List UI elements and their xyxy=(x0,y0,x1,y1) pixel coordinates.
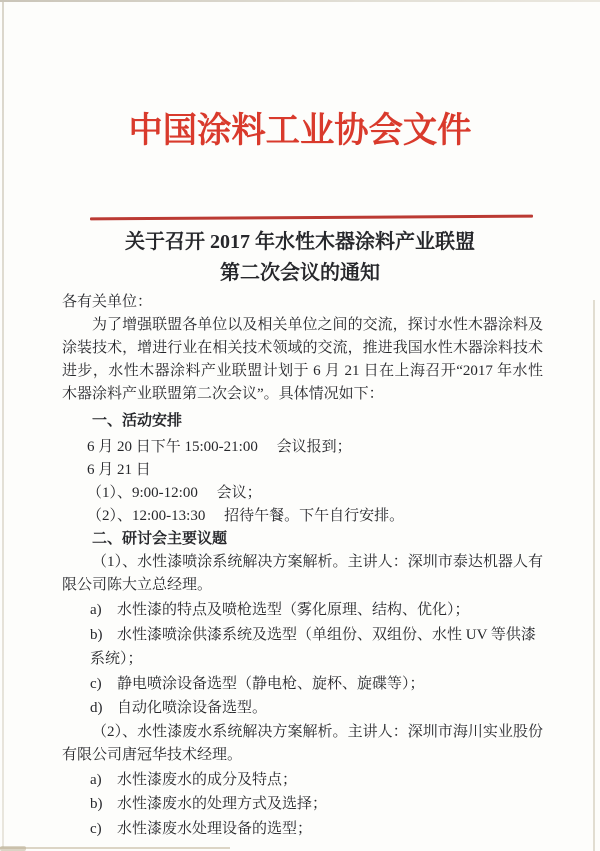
letterhead-red-rule xyxy=(90,215,533,221)
list-item-label: c) xyxy=(90,675,102,692)
topic2-intro: （2）、水性漆废水系统解决方案解析。主讲人：深圳市海川实业股份有限公司唐冠华技术经理。 xyxy=(62,723,543,763)
list-item xyxy=(62,768,543,793)
list-item-label: b) xyxy=(90,796,103,812)
list-item xyxy=(62,817,543,842)
topic1-intro: （1）、水性漆喷涂系统解决方案解析。主讲人：深圳市泰达机器人有限公司陈大立总经理。 xyxy=(62,554,543,593)
list-item-text: 水性漆废水的成分及特点； xyxy=(117,771,298,788)
section1-heading: 一、活动安排 xyxy=(92,413,183,429)
schedule-line: （1）、9:00-12:00 会议； xyxy=(87,485,262,501)
list-item-label: a) xyxy=(90,602,102,618)
letterhead-org-title: 中国涂料工业协会文件 xyxy=(128,111,472,150)
list-item-label: b) xyxy=(90,626,103,643)
list-item-text: 静电喷涂设备选型（静电枪、旋杯、旋碟等）； xyxy=(117,675,425,692)
list-item xyxy=(62,792,543,817)
list-item xyxy=(62,696,543,721)
list-item-label: c) xyxy=(90,820,102,837)
scan-corner-smudge xyxy=(0,846,26,851)
list-item xyxy=(62,598,543,623)
schedule-line: 6 月 21 日 xyxy=(87,462,151,478)
scan-edge-left xyxy=(2,2,4,848)
section2-heading: 二、研讨会主要议题 xyxy=(92,531,228,547)
document-title-line1: 关于召开 2017 年水性木器涂料产业联盟 xyxy=(125,231,475,253)
list-item xyxy=(62,672,543,697)
document-body xyxy=(62,291,543,841)
list-item-text: 自动化喷涂设备选型。 xyxy=(117,700,268,716)
salutation: 各有关单位： xyxy=(62,294,153,310)
schedule-line: （2）、12:00-13:30 招待午餐。下午自行安排。 xyxy=(87,508,405,524)
topic2-item-list xyxy=(62,768,543,842)
topic1-item-list xyxy=(62,598,543,721)
list-item-text: 水性漆的特点及喷枪选型（雾化原理、结构、优化）； xyxy=(117,602,470,618)
list-item xyxy=(62,623,543,672)
schedule-line: 6 月 20 日下午 15:00-21:00 会议报到； xyxy=(87,439,352,455)
scan-edge-top xyxy=(0,0,600,2)
list-item-label: d) xyxy=(90,700,103,716)
list-item-text: 水性漆废水的处理方式及选择； xyxy=(117,796,328,812)
scan-edge-bottom xyxy=(0,847,230,849)
document-title-line2: 第二次会议的通知 xyxy=(220,262,380,284)
list-item-label: a) xyxy=(90,771,102,788)
list-item-text: 水性漆喷涂供漆系统及选型（单组份、双组份、水性 UV 等供漆系统）； xyxy=(90,626,536,667)
document-title xyxy=(0,227,600,289)
scan-edge-right xyxy=(593,300,595,851)
intro-paragraph: 为了增强联盟各单位以及相关单位之间的交流，探讨水性木器涂料及涂装技术，增进行业在相关技术领域的交流，推进我国水性木器涂料技术进步，水性木器涂料产业联盟计划于 6 月 21 日在上海召开“2017 年水性木器涂料产业联盟第二次会议”。具体情况如下： xyxy=(62,317,543,402)
list-item-text: 水性漆废水处理设备的选型； xyxy=(117,820,313,837)
